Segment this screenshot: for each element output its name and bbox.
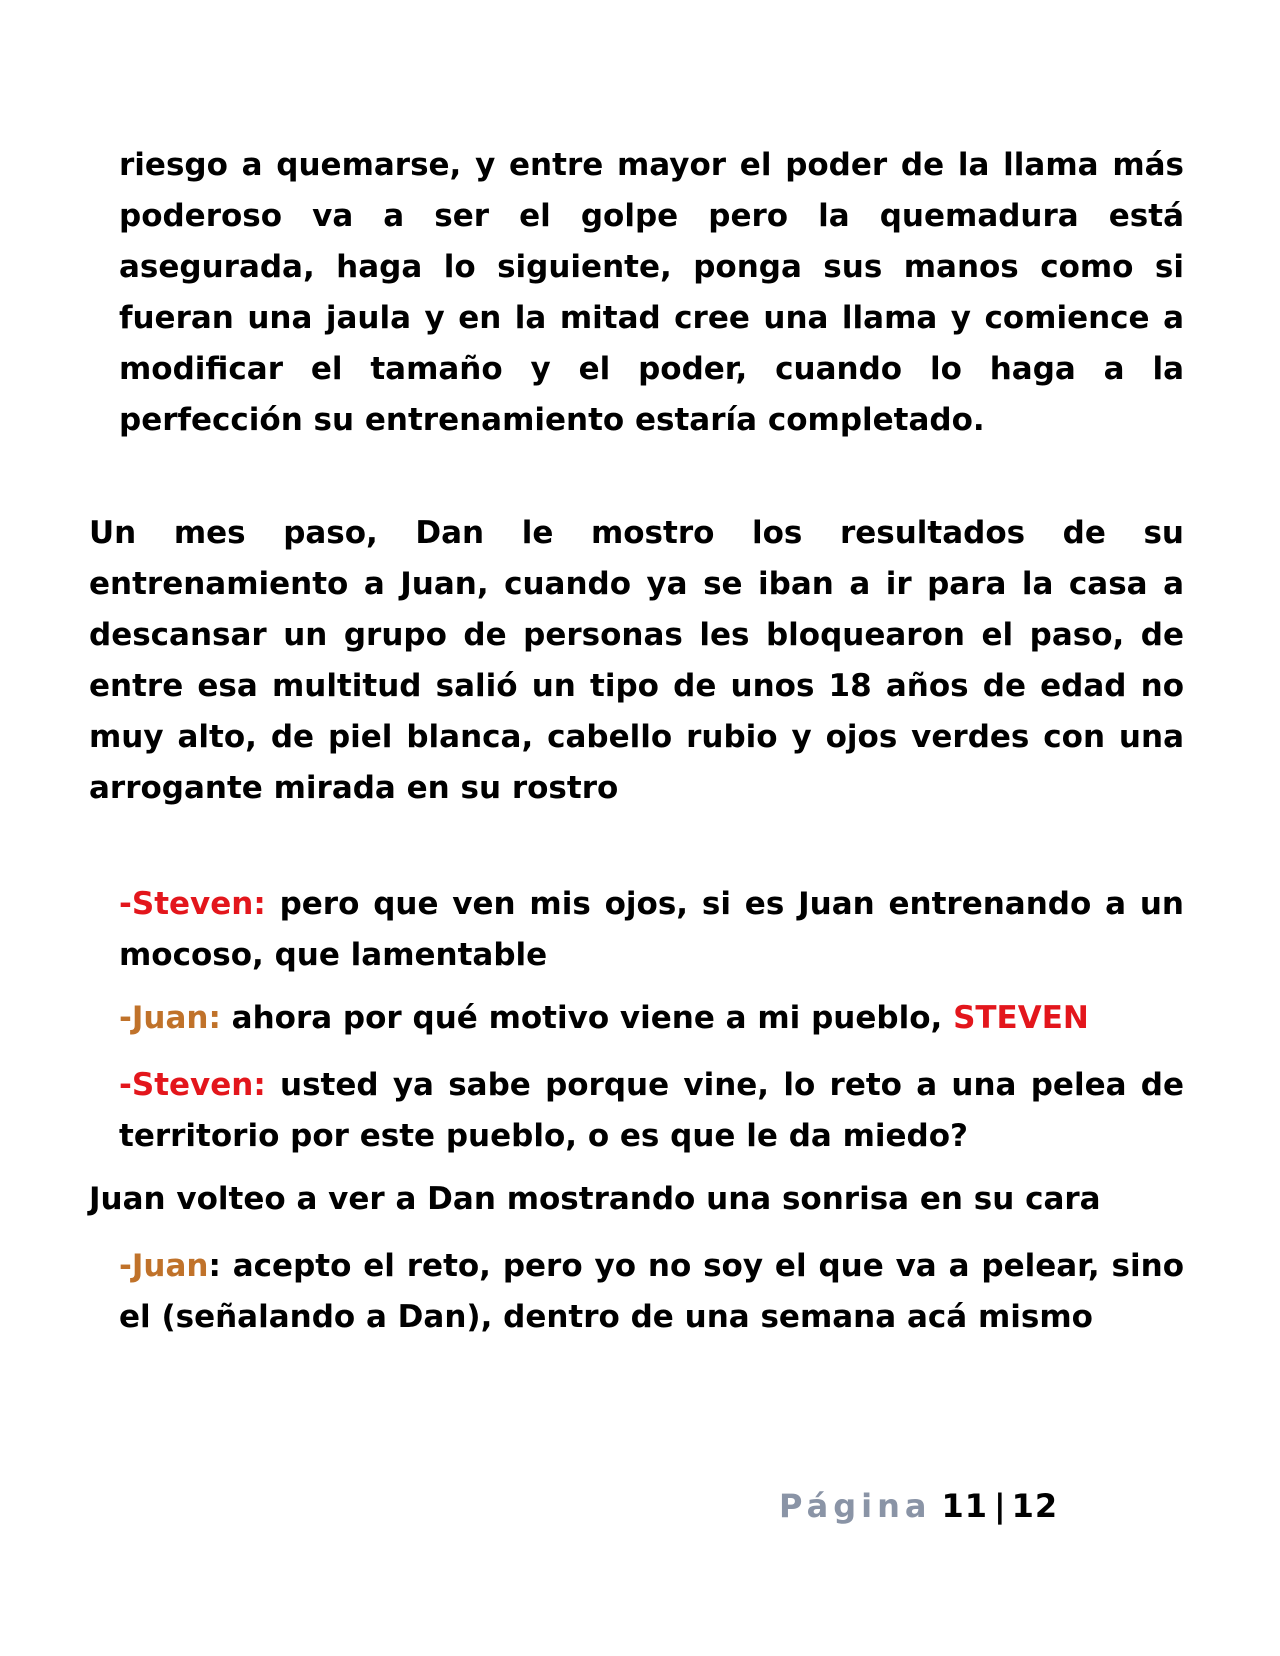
dialogue-line-juan-1 (119, 993, 1184, 1044)
page-number-current: 11 (941, 1487, 988, 1525)
speaker-juan: -Juan: (119, 1000, 221, 1036)
speaker-juan: -Juan (119, 1248, 209, 1284)
dialogue-text: acepto el reto, pero yo no soy el que va a pelear, sino el (señalando a Dan), dentro de una semana acá mismo (119, 1248, 1184, 1335)
narration-juan-smiles: Juan volteo a ver a Dan mostrando una sonrisa en su cara (89, 1181, 1101, 1217)
page-footer (779, 1484, 1058, 1528)
speaker-steven: -Steven: (119, 1067, 266, 1103)
paragraph-training-instructions: riesgo a quemarse, y entre mayor el poder de la llama más poderoso va a ser el golpe pero la quemadura está asegurada, haga lo siguiente, ponga sus manos como si fueran una jaula y en la mitad cree una llama y comience a modificar el tamaño y el poder, cuando lo haga a la perfección su entrenamiento estaría completado. (119, 147, 1184, 438)
dialogue-line-steven-1 (119, 879, 1184, 981)
page-number-total: 12 (1011, 1487, 1059, 1525)
speaker-steven: -Steven: (119, 886, 266, 922)
page-separator: | (993, 1487, 1006, 1525)
dialogue-line-steven-2 (119, 1060, 1184, 1162)
dialogue-line-juan-2 (119, 1241, 1184, 1343)
page-label: Página (779, 1487, 932, 1525)
dialogue-text: ahora por qué motivo viene a mi pueblo, (220, 1000, 954, 1036)
shouted-name-steven: STEVEN (953, 1000, 1089, 1036)
dialogue-text: usted ya sabe porque vine, lo reto a una pelea de territorio por este pueblo, o es que le da miedo? (119, 1067, 1184, 1154)
speaker-colon: : (208, 1248, 221, 1284)
paragraph-month-passed: Un mes paso, Dan le mostro los resultados de su entrenamiento a Juan, cuando ya se iban a ir para la casa a descansar un grupo de personas les bloquearon el paso, de entre esa multitud salió un tipo de unos 18 años de edad no muy alto, de piel blanca, cabello rubio y ojos verdes con una arrogante mirada en su rostro (89, 515, 1184, 806)
dialogue-text: pero que ven mis ojos, si es Juan entrenando a un mocoso, que lamentable (119, 886, 1184, 973)
